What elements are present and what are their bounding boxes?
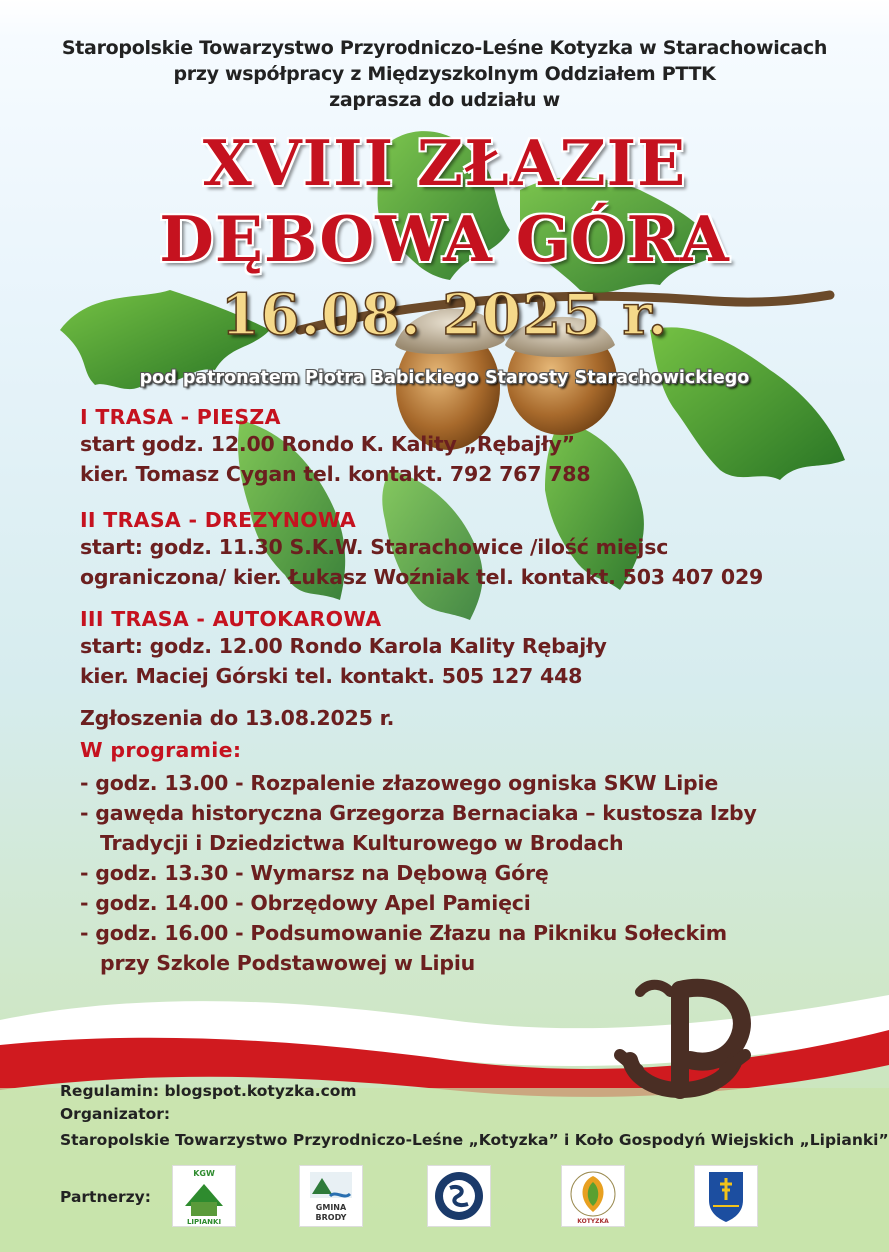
program-item: - gawęda historyczna Grzegorza Bernaciaka – kustosza Izby bbox=[80, 801, 757, 825]
krag-logo bbox=[427, 1165, 491, 1227]
program-item: - godz. 13.30 - Wymarsz na Dębową Górę bbox=[80, 861, 549, 885]
organizer-names: Staropolskie Towarzystwo Przyrodniczo-Leśne „Kotyzka” i Koło Gospodyń Wiejskich „Lipianki” bbox=[60, 1131, 889, 1149]
route-3 bbox=[80, 607, 870, 691]
program-item: - godz. 16.00 - Podsumowanie Złazu na Pikniku Sołeckim bbox=[80, 921, 727, 945]
logo-text-top: GMINA bbox=[315, 1203, 347, 1212]
route-line: kier. Maciej Górski tel. kontakt. 505 127 448 bbox=[80, 664, 583, 688]
organizer-header-line1: Staropolskie Towarzystwo Przyrodniczo-Leśne Kotyzka w Starachowicach bbox=[61, 37, 828, 59]
route-title: I TRASA - PIESZA bbox=[80, 405, 281, 429]
route-line: ograniczona/ kier. Łukasz Woźniak tel. kontakt. 503 407 029 bbox=[80, 565, 764, 589]
event-title-line2: DĘBOWA GÓRA bbox=[159, 202, 730, 276]
route-1 bbox=[80, 405, 870, 489]
logo-text-bottom: LIPIANKI bbox=[186, 1218, 222, 1226]
invitation-line: zaprasza do udziału w bbox=[329, 89, 560, 111]
organizer-header-line2: przy współpracy z Międzyszkolnym Oddziałem PTTK bbox=[173, 63, 716, 85]
logo-text-bottom: BRODY bbox=[315, 1213, 347, 1222]
program-item-continuation: przy Szkole Podstawowej w Lipiu bbox=[100, 951, 476, 975]
event-date: 16.08. 2025 r. bbox=[220, 282, 669, 348]
partners-label: Partnerzy: bbox=[60, 1188, 151, 1206]
patronage-line: pod patronatem Piotra Babickiego Starosty Starachowickiego bbox=[139, 368, 750, 388]
logo-text-top: KGW bbox=[193, 1169, 215, 1178]
route-2 bbox=[80, 508, 870, 592]
regulamin-link[interactable]: Regulamin: blogspot.kotyzka.com bbox=[60, 1082, 357, 1100]
organizer-label: Organizator: bbox=[60, 1105, 171, 1123]
route-line: start godz. 12.00 Rondo K. Kality „Rębajły” bbox=[80, 432, 575, 456]
logo-text-bottom: KOTYZKA bbox=[577, 1218, 609, 1225]
kgw-lipianki-logo bbox=[172, 1165, 236, 1227]
registration-deadline: Zgłoszenia do 13.08.2025 r. bbox=[80, 706, 395, 730]
route-line: kier. Tomasz Cygan tel. kontakt. 792 767 788 bbox=[80, 462, 591, 486]
powiat-coat-of-arms-logo bbox=[694, 1165, 758, 1227]
gmina-brody-logo bbox=[299, 1165, 363, 1227]
route-title: II TRASA - DREZYNOWA bbox=[80, 508, 357, 532]
route-line: start: godz. 11.30 S.K.W. Starachowice /ilość miejsc bbox=[80, 535, 669, 559]
program-heading: W programie: bbox=[80, 738, 242, 762]
program-item: - godz. 13.00 - Rozpalenie złazowego ogniska SKW Lipie bbox=[80, 771, 719, 795]
route-title: III TRASA - AUTOKAROWA bbox=[80, 607, 382, 631]
program-section bbox=[80, 738, 870, 978]
kotyzka-logo bbox=[561, 1165, 625, 1227]
program-item-continuation: Tradycji i Dziedzictwa Kulturowego w Brodach bbox=[100, 831, 624, 855]
program-item: - godz. 14.00 - Obrzędowy Apel Pamięci bbox=[80, 891, 531, 915]
route-line: start: godz. 12.00 Rondo Karola Kality Rębajły bbox=[80, 634, 607, 658]
event-title-line1: XVIII ZŁAZIE bbox=[202, 126, 687, 200]
